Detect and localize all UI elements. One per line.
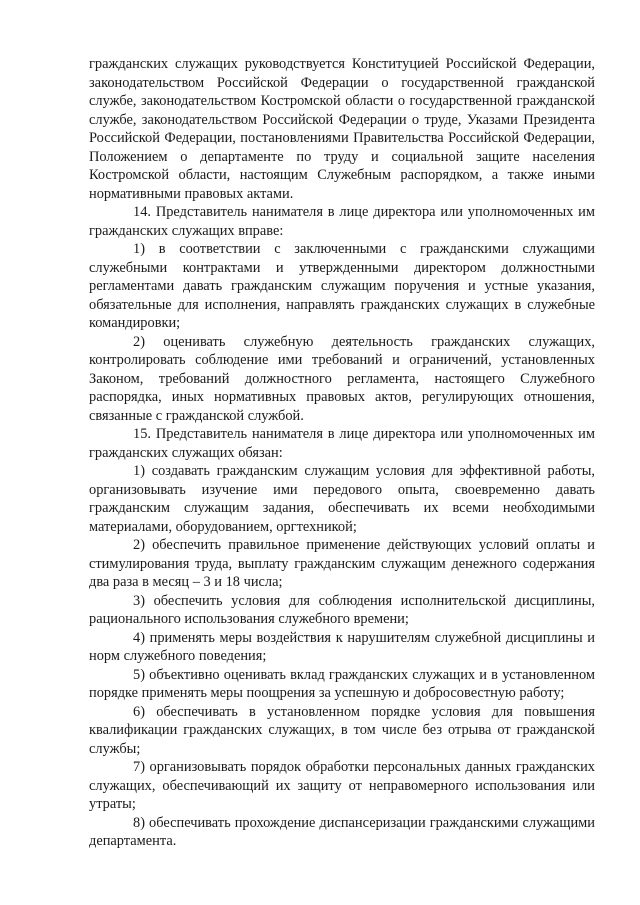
- paragraph-clause-15-item-2: 2) обеспечить правильное применение действующих условий оплаты и стимулирования труда, выплату гражданским служащим денежного содержания два раза в месяц – 3 и 18 числа;: [89, 537, 595, 590]
- paragraph-clause-15-item-8: 8) обеспечивать прохождение диспансеризации гражданскими служащими департамента.: [89, 814, 595, 849]
- document-body: [89, 55, 595, 851]
- paragraph-clause-15-item-5: 5) объективно оценивать вклад гражданских служащих и в установленном порядке применять меры поощрения за успешную и добросовестную работу;: [89, 666, 595, 701]
- paragraph-clause-14-item-1: 1) в соответствии с заключенными с гражданскими служащими служебными контрактами и утвержденными директором должностными регламентами давать гражданским служащим поручения и устные указания, обязательные для исполнения, направлять гражданских служащих в служебные командировки;: [89, 241, 595, 331]
- paragraph-clause-15-item-6: 6) обеспечивать в установленном порядке условия для повышения квалификации гражданских служащих, в том числе без отрыва от гражданской службы;: [89, 703, 595, 757]
- paragraph-clause-15: 15. Представитель нанимателя в лице директора или уполномоченных им гражданских служащих обязан:: [89, 426, 595, 461]
- paragraph-clause-15-item-4: 4) применять меры воздействия к нарушителям служебной дисциплины и норм служебного поведения;: [89, 629, 595, 664]
- paragraph-clause-15-item-3: 3) обеспечить условия для соблюдения исполнительской дисциплины, рационального использования служебного времени;: [89, 592, 595, 627]
- paragraph-clause-15-item-7: 7) организовывать порядок обработки персональных данных гражданских служащих, обеспечивающий их защиту от неправомерного использования или утраты;: [89, 759, 595, 812]
- paragraph-continuation: гражданских служащих руководствуется Конституцией Российской Федерации, законодательством Российской Федерации о государственной гражданской службе, законодательством Костромской области о государственной гражданской службе, законодательством Российской Федерации о труде, Указами Президента Российской Федерации, постановлениями Правительства Российской Федерации, Положением о департаменте по труду и социальной защите населения Костромской области, настоящим Служебным распорядком, а также иными нормативными правовых актами.: [89, 56, 595, 202]
- paragraph-clause-14-item-2: 2) оценивать служебную деятельность гражданских служащих, контролировать соблюдение ими требований и ограничений, установленных Законом, требований должностного регламента, настоящего Служебного распорядка, иных нормативных правовых актов, регулирующих отношения, связанные с гражданской службой.: [89, 333, 595, 424]
- paragraph-clause-15-item-1: 1) создавать гражданским служащим условия для эффективной работы, организовывать изучение ими передового опыта, своевременно давать гражданским служащим задания, обеспечивать их всеми необходимыми материалами, оборудованием, оргтехникой;: [89, 463, 595, 535]
- paragraph-clause-14: 14. Представитель нанимателя в лице директора или уполномоченных им гражданских служащих вправе:: [89, 204, 595, 239]
